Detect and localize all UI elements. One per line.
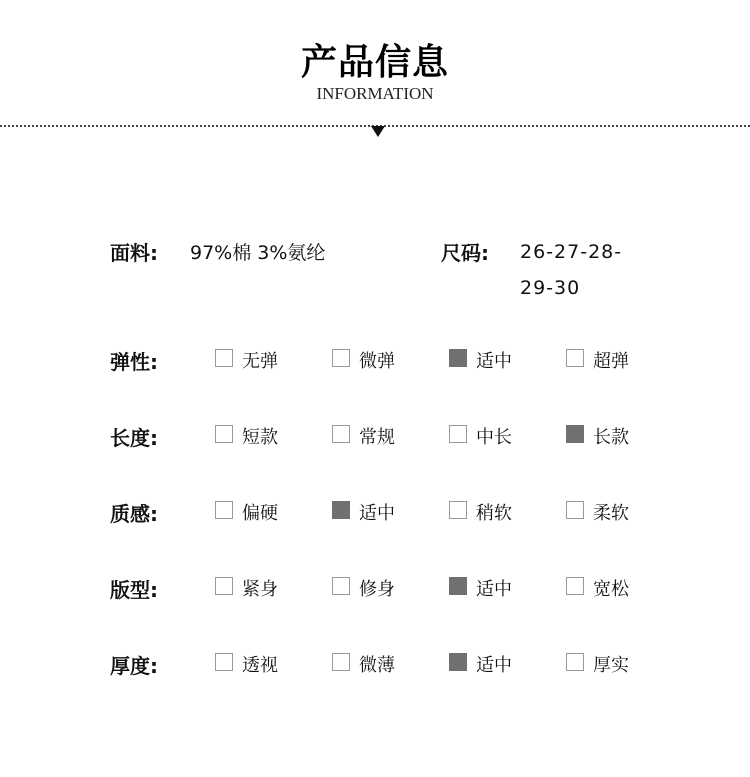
option-label: 柔软 <box>593 503 629 524</box>
unchecked-box-icon[interactable] <box>332 349 350 367</box>
option-label: 适中 <box>359 503 395 524</box>
fabric-value: 97%棉 3%氨纶 <box>190 242 326 264</box>
unchecked-box-icon[interactable] <box>332 653 350 671</box>
unchecked-box-icon[interactable] <box>566 577 584 595</box>
page-title: 产品信息 <box>300 42 449 83</box>
option-label: 中长 <box>476 427 512 448</box>
info-header <box>0 0 750 140</box>
unchecked-box-icon[interactable] <box>449 501 467 519</box>
option-label: 稍软 <box>476 503 512 524</box>
fit-label: 版型: <box>110 578 158 602</box>
option-label: 紧身 <box>242 579 278 600</box>
option-label: 修身 <box>359 579 395 600</box>
option-label: 长款 <box>593 427 629 448</box>
option-label: 厚实 <box>593 655 629 676</box>
unchecked-box-icon[interactable] <box>566 349 584 367</box>
size-value <box>520 234 650 306</box>
unchecked-box-icon[interactable] <box>332 577 350 595</box>
elasticity-label: 弹性: <box>110 350 158 374</box>
option-label: 适中 <box>476 579 512 600</box>
checked-box-icon[interactable] <box>449 653 467 671</box>
unchecked-box-icon[interactable] <box>566 653 584 671</box>
fabric-label: 面料: <box>110 241 158 265</box>
option-label: 常规 <box>359 427 395 448</box>
size-label: 尺码: <box>441 241 489 265</box>
option-label: 适中 <box>476 655 512 676</box>
unchecked-box-icon[interactable] <box>215 425 233 443</box>
thickness-label: 厚度: <box>110 654 158 678</box>
option-label: 短款 <box>242 427 278 448</box>
checked-box-icon[interactable] <box>332 501 350 519</box>
option-label: 适中 <box>476 351 512 372</box>
unchecked-box-icon[interactable] <box>215 577 233 595</box>
unchecked-box-icon[interactable] <box>566 501 584 519</box>
checked-box-icon[interactable] <box>449 349 467 367</box>
option-label: 偏硬 <box>242 503 278 524</box>
triangle-down-icon <box>371 126 385 137</box>
option-label: 透视 <box>242 655 278 676</box>
option-label: 无弹 <box>242 351 278 372</box>
unchecked-box-icon[interactable] <box>449 425 467 443</box>
unchecked-box-icon[interactable] <box>215 653 233 671</box>
unchecked-box-icon[interactable] <box>215 349 233 367</box>
checked-box-icon[interactable] <box>449 577 467 595</box>
unchecked-box-icon[interactable] <box>332 425 350 443</box>
option-label: 宽松 <box>593 579 629 600</box>
size-value-line2: 29-30 <box>520 277 581 299</box>
option-label: 超弹 <box>593 351 629 372</box>
unchecked-box-icon[interactable] <box>215 501 233 519</box>
texture-label: 质感: <box>110 502 158 526</box>
size-value-line1: 26-27-28- <box>520 241 623 263</box>
checked-box-icon[interactable] <box>566 425 584 443</box>
length-label: 长度: <box>110 426 158 450</box>
option-label: 微弹 <box>359 351 395 372</box>
option-label: 微薄 <box>359 655 395 676</box>
page-subtitle: INFORMATION <box>316 84 434 103</box>
